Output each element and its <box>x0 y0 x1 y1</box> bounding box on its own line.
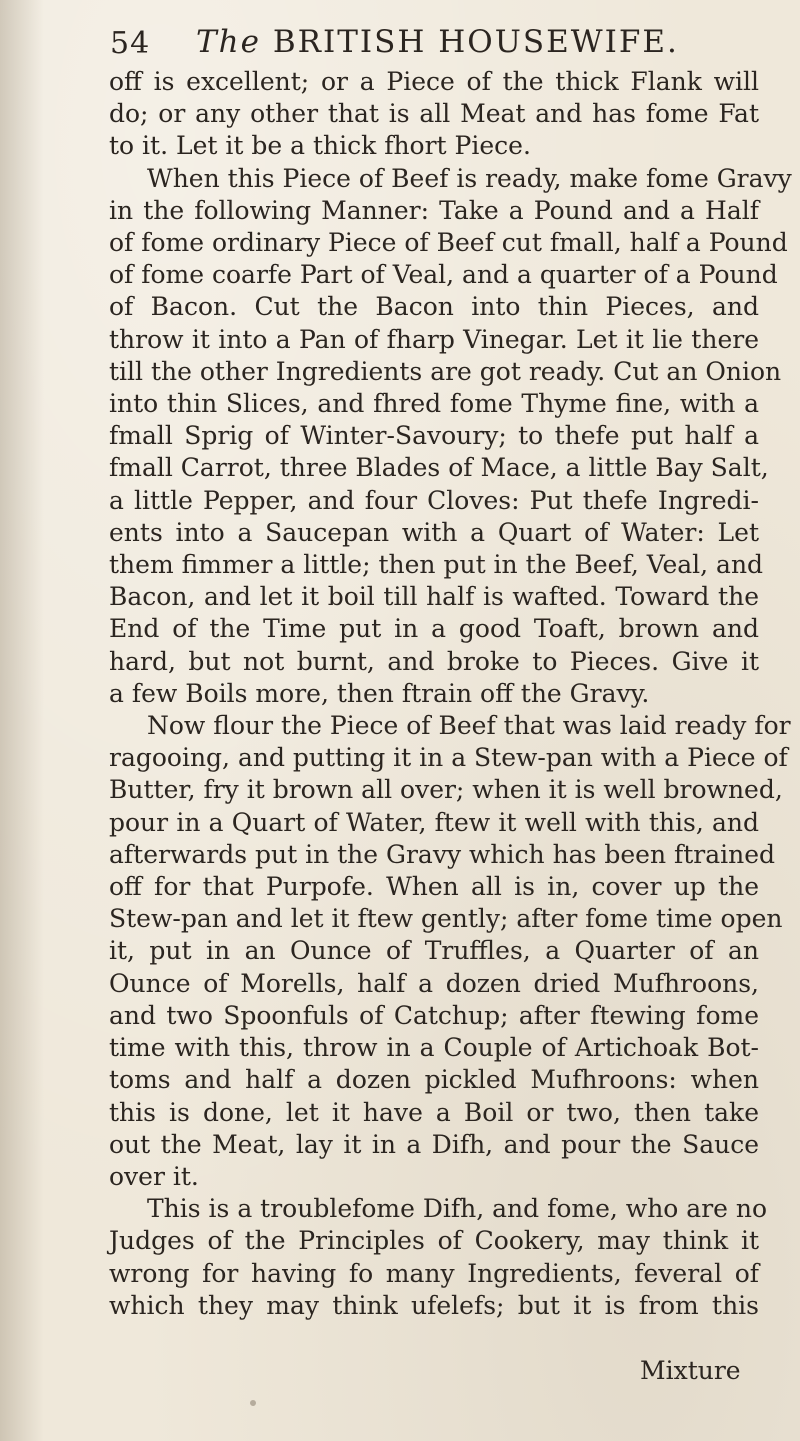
text-line: this is done, let it have a Boil or two, then take <box>109 1097 759 1127</box>
text-line: Bacon, and let it boil till half is wafted. Toward the <box>109 582 759 612</box>
text-line: in the following Manner: Take a Pound and a Half <box>109 195 759 225</box>
body-text <box>109 66 792 1322</box>
text-line: hard, but not burnt, and broke to Pieces. Give it <box>109 646 759 676</box>
text-line: a little Pepper, and four Cloves: Put thefe Ingredi- <box>109 485 759 515</box>
text-line: till the other Ingredients are got ready. Cut an Onion <box>109 356 782 386</box>
text-line: over it. <box>109 1161 199 1191</box>
text-line: Stew-pan and let it ftew gently; after fome time open <box>109 904 783 934</box>
running-title-prefix: The <box>196 24 261 60</box>
text-line: wrong for having fo many Ingredients, feveral of <box>109 1258 759 1288</box>
text-line: This is a troublefome Difh, and fome, who are no <box>147 1194 768 1224</box>
text-line: it, put in an Ounce of Truffles, a Quarter of an <box>109 936 759 966</box>
text-line: When this Piece of Beef is ready, make fome Gravy <box>147 163 792 193</box>
text-line: a few Boils more, then ftrain off the Gravy. <box>109 678 650 708</box>
ink-speck <box>250 1400 256 1406</box>
text-line: ents into a Saucepan with a Quart of Water: Let <box>109 517 759 547</box>
text-line: Ounce of Morells, half a dozen dried Mufhroons, <box>109 968 759 998</box>
text-line: of Bacon. Cut the Bacon into thin Pieces, and <box>109 292 759 322</box>
page-gutter-shadow <box>0 0 44 1441</box>
text-line: fmall Sprig of Winter-Savoury; to thefe put half a <box>109 421 759 451</box>
text-line: time with this, throw in a Couple of Artichoak Bot- <box>109 1033 759 1063</box>
text-line: Butter, fry it brown all over; when it is well browned, <box>109 775 783 805</box>
text-line: of fome ordinary Piece of Beef cut fmall, half a Pound <box>109 228 788 258</box>
text-line: Now flour the Piece of Beef that was laid ready for <box>147 711 791 741</box>
text-line: which they may think ufelefs; but it is from this <box>109 1290 759 1320</box>
text-line: ragooing, and putting it in a Stew-pan with a Piece of <box>109 743 788 773</box>
running-title <box>196 24 679 60</box>
text-line: off for that Purpofe. When all is in, cover up the <box>109 872 759 902</box>
running-header <box>110 20 760 66</box>
catchword: Mixture <box>640 1356 741 1385</box>
text-line: and two Spoonfuls of Catchup; after ftewing fome <box>109 1000 759 1030</box>
text-line: toms and half a dozen pickled Mufhroons: when <box>109 1065 759 1095</box>
text-line: of fome coarfe Part of Veal, and a quarter of a Pound <box>109 260 778 290</box>
text-line: do; or any other that is all Meat and has fome Fat <box>109 99 759 129</box>
text-line: out the Meat, lay it in a Difh, and pour the Sauce <box>109 1129 759 1159</box>
text-line: off is excellent; or a Piece of the thick Flank will <box>109 67 759 96</box>
text-line: End of the Time put in a good Toaft, brown and <box>109 614 759 644</box>
text-line: afterwards put in the Gravy which has been ftrained <box>109 839 776 869</box>
text-line: to it. Let it be a thick fhort Piece. <box>109 131 531 161</box>
text-line: throw it into a Pan of fharp Vinegar. Let it lie there <box>109 324 759 354</box>
text-line: Judges of the Principles of Cookery, may think it <box>109 1226 759 1256</box>
text-line: into thin Slices, and fhred fome Thyme fine, with a <box>109 389 759 419</box>
page-number: 54 <box>110 26 151 61</box>
running-title-main: BRITISH HOUSEWIFE. <box>272 24 679 60</box>
text-line: them fimmer a little; then put in the Beef, Veal, and <box>109 550 764 580</box>
text-line: fmall Carrot, three Blades of Mace, a little Bay Salt, <box>109 453 769 483</box>
text-line: pour in a Quart of Water, ftew it well with this, and <box>109 807 759 837</box>
